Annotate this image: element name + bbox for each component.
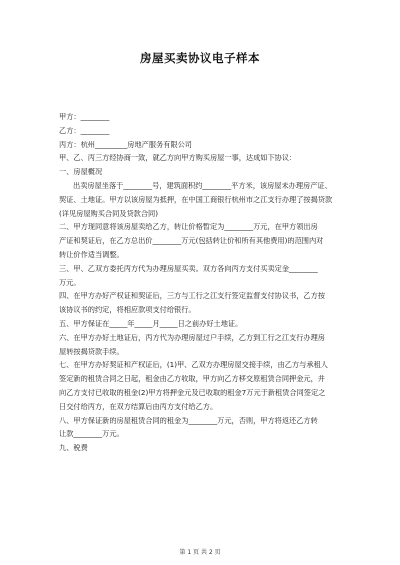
paragraph-line: 产证和契证后，在乙方总出价________万元(包括转让价和所有其他费用)的范围内对 [59, 237, 324, 246]
paragraph-line: 三、甲、乙双方委托丙方代为办理房屋买卖。双方各向丙方支付买卖定金________ [59, 264, 318, 273]
paragraph-line: 屋转按揭贷款手续。 [59, 347, 124, 356]
paragraph-line: 契证、土地证。甲方以该房屋为抵押，在中国工商银行杭州市之江支行办理了按揭贷款 [59, 195, 333, 204]
paragraph-line: (详见房屋购买合同及贷款合同) [59, 209, 159, 218]
section-heading: 九、税费 [59, 444, 88, 453]
paragraph-line: 六、在甲方办好土地证后，丙方代为办理房屋过户手续，乙方到工行之江支行办理房 [59, 333, 325, 342]
paragraph-line: 转让价作适当调整。 [59, 250, 124, 259]
paragraph-line: 签定新的租赁合同之日起，租金由乙方收取，甲方向乙方移交原租赁合同押金元，并 [59, 375, 325, 384]
party-a-line: 甲方：________ [59, 113, 110, 121]
paragraph-line: 出卖房屋坐落于________号，建筑面积约________平方米，该房屋未办理房产证、 [73, 181, 332, 190]
paragraph-line: 甲、乙、丙三方经协商一致，就乙方向甲方购买房屋一事，达成如下协议： [59, 154, 297, 163]
document-body [59, 113, 355, 458]
paragraph-line: 该协议书的约定，将相应款项支付给银行。 [59, 306, 196, 315]
party-c-line: 丙方：杭州_________房地产服务有限公司 [59, 140, 192, 149]
paragraph-line: 向乙方支付已收取的租金(2)甲方将押金元及已收取的租金7万元于新租赁合同签定之 [59, 388, 326, 397]
paragraph-line: 二、甲方现同意将该房屋卖给乙方，转让价格暂定为________万元，在甲方领出房 [59, 223, 318, 232]
paragraph-line: 七、在甲方办好契证和产权证后，(1)甲、乙双方办理房屋交接手续，由乙方与承租人 [59, 361, 328, 370]
paragraph-line: 四、在甲方办好产权证和契证后，三方与工行之江支行签定监督支付协议书，乙方按 [59, 292, 325, 301]
paragraph-line: 万元。 [59, 278, 81, 287]
page-number: 第 1 页 共 2 页 [179, 549, 221, 556]
party-b-line: 乙方：________ [59, 126, 110, 135]
paragraph-line: 五、甲方保证在_____年_____月_____日之前办好土地证。 [59, 319, 243, 328]
paragraph-line: 让款________万元。 [59, 430, 124, 439]
section-heading: 一、房屋概况 [59, 168, 103, 177]
document-title: 房屋买卖协议电子样本 [140, 51, 260, 65]
paragraph-line: 日交付给丙方，在双方结算后由丙方支付给乙方。 [59, 402, 218, 411]
paragraph-line: 八、甲方保证新的房屋租赁合同的租金为________万元，否则，甲方将返还乙方转 [59, 416, 318, 425]
